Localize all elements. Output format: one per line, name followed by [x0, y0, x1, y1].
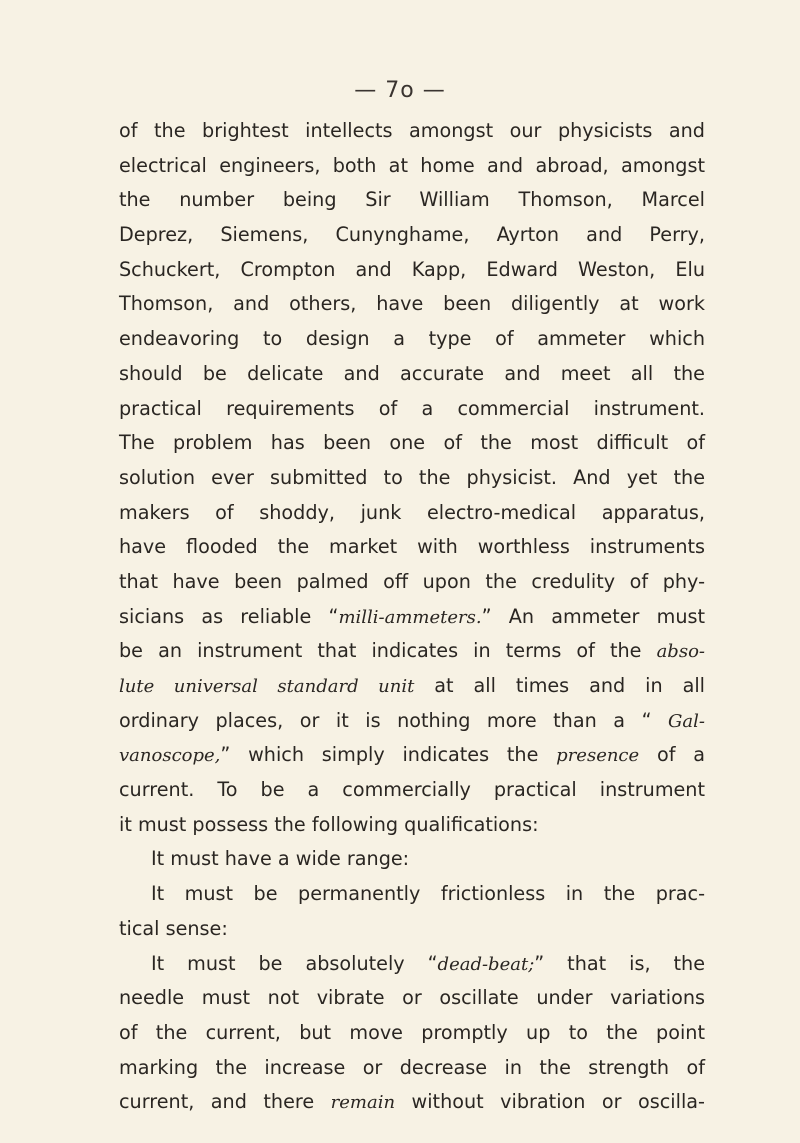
text-line: needle must not vibrate or oscillate under variations: [119, 986, 705, 1010]
text-line: current. To be a commercially practical instrument: [119, 778, 705, 802]
text-line: current, and there remain without vibration or oscilla-: [119, 1090, 705, 1114]
text-line: of the current, but move promptly up to the point: [119, 1020, 705, 1044]
text-line: practical requirements of a commercial instrument.: [119, 396, 705, 420]
page-number: — 7o —: [354, 78, 446, 103]
text-line: ordinary places, or it is nothing more than a “ Gal-: [119, 708, 705, 732]
italic-text: lute universal standard unit: [119, 676, 415, 697]
text-line: It must be permanently frictionless in the prac-: [151, 882, 705, 906]
text-line: electrical engineers, both at home and abroad, amongst: [119, 153, 705, 177]
text-line: Schuckert, Crompton and Kapp, Edward Weston, Elu: [119, 257, 705, 281]
text-line: Thomson, and others, have been diligently at work: [119, 292, 705, 316]
text-line: solution ever submitted to the physicist. And yet the: [119, 465, 705, 489]
text-line: the number being Sir William Thomson, Marcel: [119, 188, 705, 212]
italic-text: remain: [330, 1092, 396, 1114]
text-line: marking the increase or decrease in the strength of: [119, 1055, 705, 1079]
italic-text: milli-ammeters.: [338, 606, 482, 628]
text-line: It must have a wide range:: [151, 847, 410, 871]
italic-text: Gal-: [668, 710, 705, 732]
text-line: should be delicate and accurate and meet all the: [119, 361, 705, 385]
text-line: It must be absolutely “dead-beat;” that is, the: [151, 951, 705, 975]
text-line: Deprez, Siemens, Cunynghame, Ayrton and Perry,: [119, 223, 705, 247]
text-line: it must possess the following qualifications:: [119, 812, 539, 836]
text-line: have flooded the market with worthless instruments: [119, 535, 705, 559]
text-line: The problem has been one of the most difficult of: [119, 431, 705, 455]
text-line: endeavoring to design a type of ammeter which: [119, 327, 705, 351]
italic-text: vanoscope,: [119, 745, 221, 767]
italic-text: presence: [556, 745, 640, 767]
body-text: [119, 114, 705, 1120]
text-line: sicians as reliable “milli-ammeters.” An ammeter must: [119, 604, 705, 628]
text-line: that have been palmed off upon the credulity of phy-: [119, 569, 705, 593]
text-line: tical sense:: [119, 916, 228, 940]
italic-text: abso-: [656, 641, 705, 663]
italic-text: dead-beat;: [437, 953, 535, 975]
text-line: vanoscope,” which simply indicates the presence of a: [119, 743, 705, 767]
text-line: makers of shoddy, junk electro-medical apparatus,: [119, 500, 705, 524]
text-line: of the brightest intellects amongst our physicists and: [119, 119, 705, 142]
text-line: be an instrument that indicates in terms of the abso-: [119, 639, 705, 663]
text-line: lute universal standard unit at all times and in all: [119, 674, 705, 697]
